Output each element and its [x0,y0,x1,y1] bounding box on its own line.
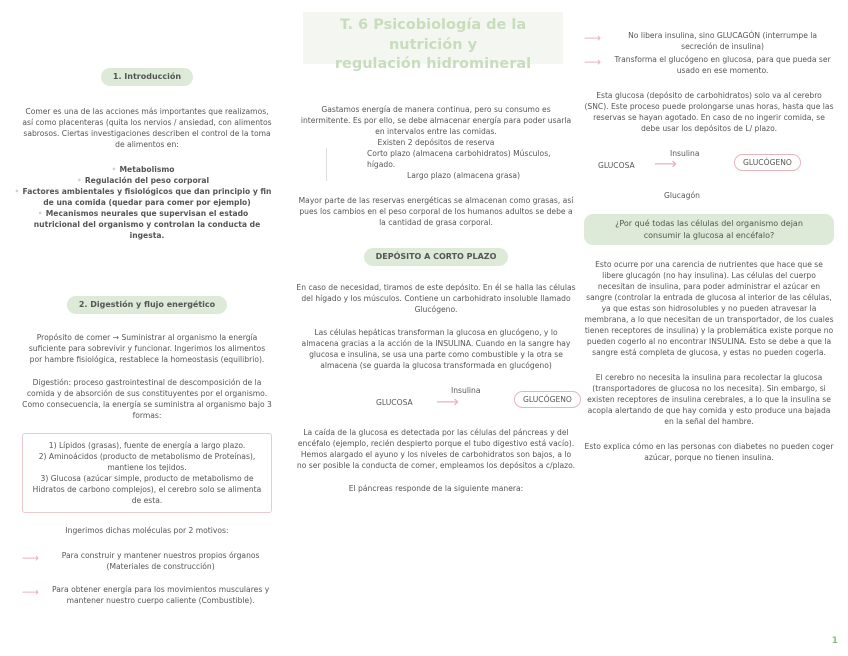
answer-3: Esto explica cómo en las personas con diabetes no pueden coger azúcar, porque no tienen insulina. [584,442,834,463]
page-title [303,12,563,73]
right-section [584,30,834,463]
title-line-1: T. 6 Psicobiología de la nutrición y [339,17,527,53]
energy-form: 1) Lípidos (grasas), fuente de energía a largo plazo. [48,440,246,450]
question-wrap [584,214,834,245]
list-item: • Mecanismos neurales que supervisan el estado nutricional del organismo y controlan la conducta de ingesta. [22,208,272,241]
list-item: • Regulación del peso corporal [22,175,272,186]
deposits-list [326,148,576,181]
response-text: Transforma el glucógeno en glucosa, para que pueda ser usado en ese momento. [614,55,831,75]
deposit-item: Corto plazo (almacena carbohidratos) Músculos, hígado. [367,149,551,169]
diagram-glucose: GLUCOSA [376,397,413,407]
arrow-right-icon: ⟶ [436,391,459,411]
response-row [584,30,834,52]
short-term-p1: En caso de necesidad, tiramos de este depósito. En él se halla las células del hígado y los músculos. Contiene un carbohidrato insoluble llamado Glucógeno. [296,282,576,314]
diagram-glucagon: Glucagón [664,191,700,200]
short-term-p2: Las células hepáticas transforman la glucosa en glucógeno, y lo almacena gracias a la acción de la INSULINA. Cuando en la sangre hay glucosa e insulina, se usa una parte como combustible y la otra se almacena (se guarda la glucosa transformada en glucógeno) [301,327,571,370]
digestion-section [22,296,272,606]
answer-2: El cerebro no necesita la insulina para recolectar la glucosa (transportadores de glucosa no los necesita). Sin embargo, si existen receptores de insulina cerebrales, a lo que la insulina se acopla alertando de que hay comida y esto produce una bajada en la señal del hambre. [587,373,831,427]
response-row [584,54,834,76]
intro-section [22,68,272,241]
short-term-p3: La caída de la glucosa es detectada por las células del páncreas y del encéfalo (ejemplo, recién despierto porque el tubo digestivo está vacío). Hemos alargado el ayuno y los niveles de carbohidratos son bajos, a lo no ser posible la conducta de comer, empleamos los depósitos a c/plazo. [296,427,576,470]
diagram-glucose: GLUCOSA [598,161,635,170]
title-line-2: regulación hidromineral [334,56,532,73]
page-number: 1 [831,635,838,646]
list-item: • Metabolismo [22,164,272,175]
short-term-p4: El páncreas responde de la siguiente manera: [348,483,524,493]
arrow-right-icon: ⟶ [654,154,677,173]
reserves-paragraph: Mayor parte de las reservas energéticas se almacenan como grasas, así pues los cambios en el peso corporal de los humanos adultos se debe a la cantidad de grasa corporal. [298,196,574,227]
list-item: • Factores ambientales y fisiológicos que dan principio y fin de una comida (quedar para comer por ejemplo) [22,186,272,208]
motive-row [22,550,272,572]
diagram-glycogen: GLUCÓGENO [734,154,801,171]
digestion-heading: 2. Digestión y flujo energético [67,296,227,314]
motive-row [22,584,272,606]
short-term-heading: DEPÓSITO A CORTO PLAZO [364,248,509,266]
arrow-right-icon: ⟶ [22,550,40,565]
motive-text: Para construir y mantener nuestros propios órganos (Materiales de construcción) [61,550,260,571]
diagram-glycogen: GLUCÓGENO [514,391,581,408]
energy-form: 3) Glucosa (azúcar simple, producto de metabolismo de Hidratos de carbono complejos), el cerebro solo se alimenta de esta. [32,473,262,505]
energy-forms-box [22,433,272,513]
deposits-title: Existen 2 depósitos de reserva [377,138,495,147]
digestion-purpose: Propósito de comer → Suministrar al organismo la energía suficiente para sobrevivir y funcionar. Ingerimos los alimentos por hambre fisiológica, restablece la homeostasis (equilibrio). [28,332,266,364]
glucose-paragraph: Esta glucosa (depósito de carbohidratos) solo va al cerebro (SNC). Este proceso puede prolongarse unas horas, hasta que las reservas se hayan agotado. En caso de no ingerir comida, se debe usar los depósitos de L/ plazo. [584,91,834,133]
diagram-insulin: Insulina [451,385,481,395]
energy-paragraph: Gastamos energía de manera continua, pero su consumo es intermitente. Es por ello, se debe almacenar energía para poder usarla en intervalos entre las comidas. [300,105,572,136]
arrow-right-icon: ⟶ [584,31,602,45]
intro-list [22,164,272,241]
diagram-insulin: Insulina [670,149,700,158]
motive-text: Para obtener energía para los movimientos musculares y mantener nuestro cuerpo caliente (Combustible). [52,584,270,605]
deposit-item: Largo plazo (almacena grasa) [407,171,521,180]
motives-intro: Ingerimos dichas moléculas por 2 motivos: [65,525,229,535]
question-pill: ¿Por qué todas las células del organismo dejan consumir la glucosa al encéfalo? [584,214,834,245]
short-term-heading-wrap [296,248,576,266]
intro-paragraph: Comer es una de las acciones más importantes que realizamos, así como placenteras (quita los nervios / ansiedad, con alimentos sabrosos. Ciertas investigaciones describen el control de la toma de alimentos en: [22,106,272,149]
glucagon-diagram [584,146,834,208]
response-text: No libera insulina, sino GLUCAGÓN (interrumpe la secreción de insulina) [628,31,818,51]
middle-section [296,104,576,494]
energy-form: 2) Aminoácidos (producto de metabolismo de Proteínas), mantiene los tejidos. [38,451,256,472]
glucose-diagram [296,385,576,415]
arrow-right-icon: ⟶ [22,584,40,599]
digestion-definition: Digestión: proceso gastrointestinal de descomposición de la comida y de absorción de sus constituyentes por el organismo. Como consecuencia, la energía se suministra al organismo bajo 3 formas: [22,377,272,420]
intro-heading: 1. Introducción [101,68,193,86]
arrow-right-icon: ⟶ [584,55,602,69]
answer-1: Esto ocurre por una carencia de nutrientes que hace que se libere glucagón (no hay insulina). Las células del cuerpo necesitan de insulina, para poder administrar el azúcar en sangre (controlar la entrada de glucosa al interior de las células, ya que estas son hidrosolubles y no pueden atravesar la membrana, a lo que necesitan de un transportador, de los cuales tienen receptores de insulina) y la problemática existe porque no pueden cogerlo al no encontrar INSULINA. Esto se debe a que la sangre está completa de glucosa, y estas no pueden cogerla. [584,260,834,358]
